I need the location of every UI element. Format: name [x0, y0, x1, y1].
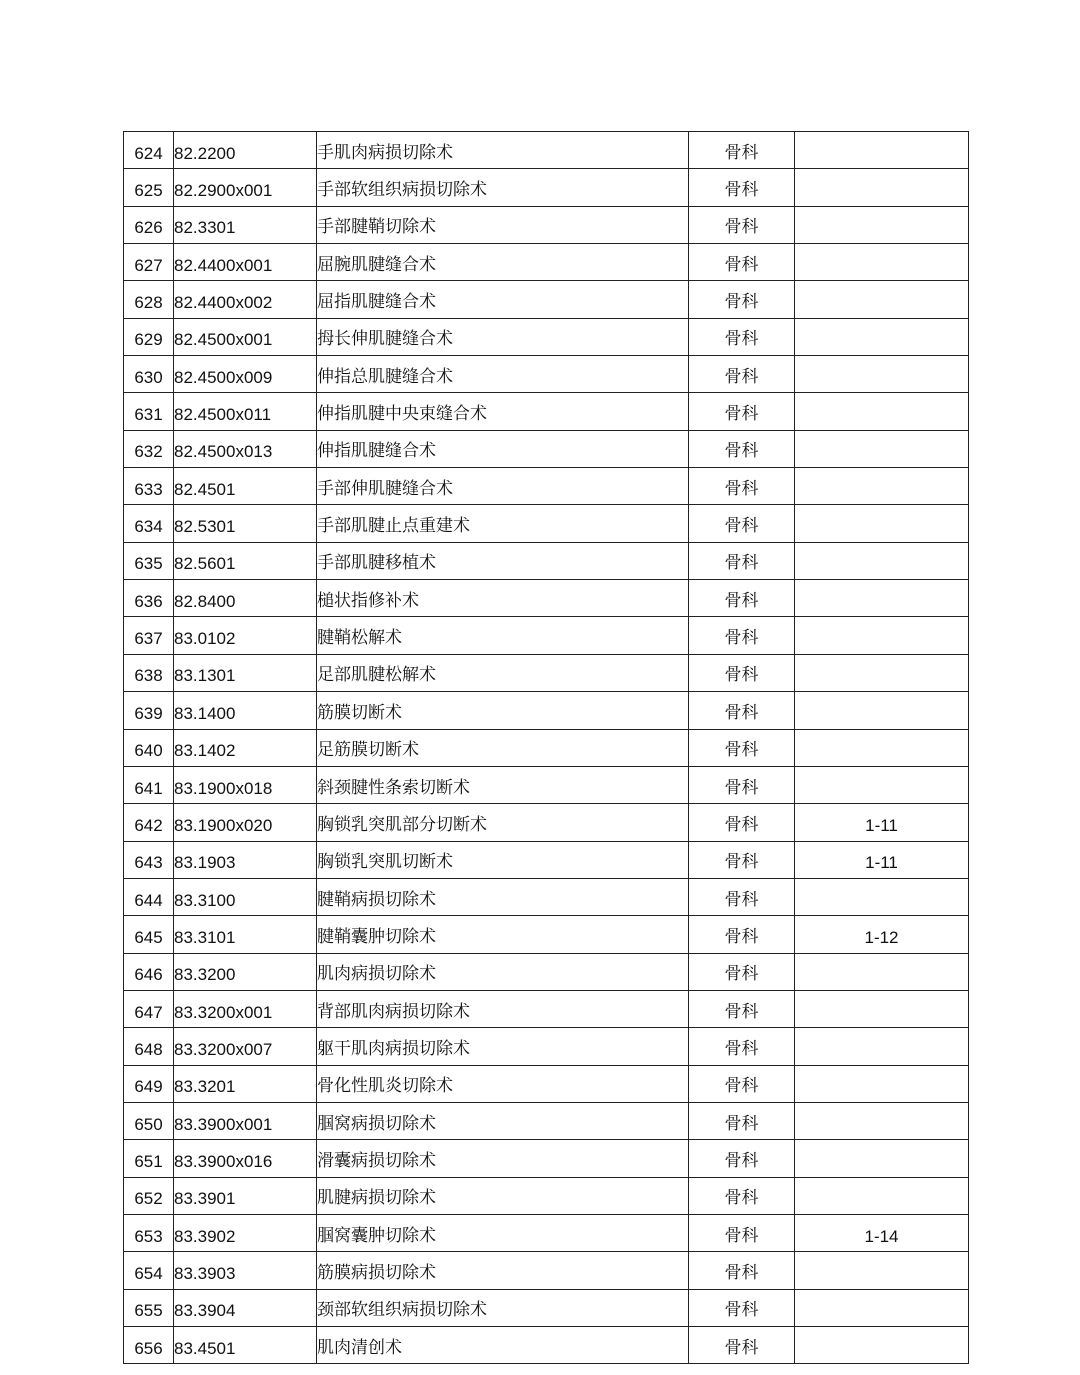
table-row — [124, 953, 969, 990]
procedure-table-body — [124, 132, 969, 1364]
note-cell — [795, 393, 969, 430]
note-cell — [795, 1327, 969, 1364]
table-row — [124, 132, 969, 169]
procedure-name-cell: 足筋膜切断术 — [317, 729, 689, 766]
row-number-cell: 633 — [124, 468, 174, 505]
row-number-cell: 652 — [124, 1177, 174, 1214]
row-number-cell: 624 — [124, 132, 174, 169]
procedure-code-cell: 83.0102 — [174, 617, 317, 654]
procedure-name-cell: 拇长伸肌腱缝合术 — [317, 318, 689, 355]
table-row — [124, 841, 969, 878]
department-cell: 骨科 — [689, 468, 795, 505]
department-cell: 骨科 — [689, 1252, 795, 1289]
note-cell — [795, 1028, 969, 1065]
note-cell — [795, 990, 969, 1027]
table-row — [124, 878, 969, 915]
procedure-name-cell: 手部伸肌腱缝合术 — [317, 468, 689, 505]
table-row — [124, 804, 969, 841]
row-number-cell: 642 — [124, 804, 174, 841]
row-number-cell: 640 — [124, 729, 174, 766]
row-number-cell: 646 — [124, 953, 174, 990]
table-row — [124, 281, 969, 318]
table-row — [124, 1177, 969, 1214]
procedure-name-cell: 胸锁乳突肌部分切断术 — [317, 804, 689, 841]
procedure-code-cell: 83.3200x001 — [174, 990, 317, 1027]
row-number-cell: 639 — [124, 692, 174, 729]
department-cell: 骨科 — [689, 729, 795, 766]
note-cell — [795, 206, 969, 243]
row-number-cell: 626 — [124, 206, 174, 243]
department-cell: 骨科 — [689, 1177, 795, 1214]
department-cell: 骨科 — [689, 393, 795, 430]
row-number-cell: 651 — [124, 1140, 174, 1177]
procedure-code-cell: 82.4501 — [174, 468, 317, 505]
table-row — [124, 244, 969, 281]
note-cell — [795, 729, 969, 766]
department-cell: 骨科 — [689, 766, 795, 803]
procedure-name-cell: 手部软组织病损切除术 — [317, 169, 689, 206]
row-number-cell: 649 — [124, 1065, 174, 1102]
row-number-cell: 625 — [124, 169, 174, 206]
department-cell: 骨科 — [689, 1289, 795, 1326]
procedure-code-cell: 82.4400x001 — [174, 244, 317, 281]
note-cell — [795, 1065, 969, 1102]
department-cell: 骨科 — [689, 878, 795, 915]
procedure-code-cell: 82.5301 — [174, 505, 317, 542]
row-number-cell: 647 — [124, 990, 174, 1027]
row-number-cell: 632 — [124, 430, 174, 467]
note-cell — [795, 505, 969, 542]
note-cell — [795, 1102, 969, 1139]
procedure-code-cell: 82.8400 — [174, 580, 317, 617]
note-cell — [795, 430, 969, 467]
department-cell: 骨科 — [689, 990, 795, 1027]
procedure-code-cell: 83.3901 — [174, 1177, 317, 1214]
row-number-cell: 641 — [124, 766, 174, 803]
table-row — [124, 356, 969, 393]
procedure-name-cell: 槌状指修补术 — [317, 580, 689, 617]
procedure-name-cell: 腱鞘病损切除术 — [317, 878, 689, 915]
table-row — [124, 580, 969, 617]
row-number-cell: 637 — [124, 617, 174, 654]
procedure-code-cell: 83.1900x018 — [174, 766, 317, 803]
procedure-name-cell: 腘窝囊肿切除术 — [317, 1214, 689, 1251]
department-cell: 骨科 — [689, 841, 795, 878]
procedure-code-cell: 83.3904 — [174, 1289, 317, 1326]
department-cell: 骨科 — [689, 281, 795, 318]
procedure-name-cell: 肌肉病损切除术 — [317, 953, 689, 990]
procedure-code-cell: 82.2900x001 — [174, 169, 317, 206]
note-cell — [795, 1289, 969, 1326]
procedure-name-cell: 伸指肌腱缝合术 — [317, 430, 689, 467]
procedure-code-cell: 82.5601 — [174, 542, 317, 579]
table-row — [124, 1327, 969, 1364]
procedure-name-cell: 胸锁乳突肌切断术 — [317, 841, 689, 878]
table-row — [124, 1065, 969, 1102]
procedure-code-cell: 83.4501 — [174, 1327, 317, 1364]
row-number-cell: 643 — [124, 841, 174, 878]
department-cell: 骨科 — [689, 356, 795, 393]
procedure-name-cell: 腘窝病损切除术 — [317, 1102, 689, 1139]
procedure-table — [123, 131, 969, 1364]
department-cell: 骨科 — [689, 1214, 795, 1251]
department-cell: 骨科 — [689, 1028, 795, 1065]
department-cell: 骨科 — [689, 1140, 795, 1177]
procedure-code-cell: 83.1301 — [174, 654, 317, 691]
row-number-cell: 648 — [124, 1028, 174, 1065]
table-row — [124, 206, 969, 243]
table-row — [124, 729, 969, 766]
row-number-cell: 655 — [124, 1289, 174, 1326]
procedure-name-cell: 伸指肌腱中央束缝合术 — [317, 393, 689, 430]
row-number-cell: 656 — [124, 1327, 174, 1364]
row-number-cell: 627 — [124, 244, 174, 281]
procedure-name-cell: 足部肌腱松解术 — [317, 654, 689, 691]
note-cell: 1-12 — [795, 916, 969, 953]
procedure-name-cell: 手部腱鞘切除术 — [317, 206, 689, 243]
procedure-code-cell: 82.2200 — [174, 132, 317, 169]
note-cell — [795, 766, 969, 803]
row-number-cell: 650 — [124, 1102, 174, 1139]
note-cell — [795, 654, 969, 691]
procedure-name-cell: 筋膜切断术 — [317, 692, 689, 729]
note-cell — [795, 356, 969, 393]
department-cell: 骨科 — [689, 244, 795, 281]
procedure-code-cell: 82.4500x009 — [174, 356, 317, 393]
note-cell — [795, 1252, 969, 1289]
note-cell — [795, 169, 969, 206]
department-cell: 骨科 — [689, 1102, 795, 1139]
department-cell: 骨科 — [689, 580, 795, 617]
note-cell — [795, 244, 969, 281]
table-row — [124, 990, 969, 1027]
table-row — [124, 1140, 969, 1177]
procedure-code-cell: 82.4500x001 — [174, 318, 317, 355]
table-row — [124, 542, 969, 579]
procedure-code-cell: 83.3903 — [174, 1252, 317, 1289]
procedure-name-cell: 屈指肌腱缝合术 — [317, 281, 689, 318]
note-cell — [795, 617, 969, 654]
table-row — [124, 766, 969, 803]
table-row — [124, 430, 969, 467]
procedure-name-cell: 筋膜病损切除术 — [317, 1252, 689, 1289]
department-cell: 骨科 — [689, 132, 795, 169]
department-cell: 骨科 — [689, 1065, 795, 1102]
department-cell: 骨科 — [689, 654, 795, 691]
procedure-code-cell: 82.4500x011 — [174, 393, 317, 430]
procedure-name-cell: 腱鞘囊肿切除术 — [317, 916, 689, 953]
table-row — [124, 1214, 969, 1251]
procedure-code-cell: 83.3900x016 — [174, 1140, 317, 1177]
procedure-name-cell: 躯干肌肉病损切除术 — [317, 1028, 689, 1065]
department-cell: 骨科 — [689, 617, 795, 654]
table-row — [124, 318, 969, 355]
table-row — [124, 654, 969, 691]
procedure-code-cell: 83.3200x007 — [174, 1028, 317, 1065]
table-row — [124, 1252, 969, 1289]
procedure-code-cell: 82.4400x002 — [174, 281, 317, 318]
procedure-code-cell: 82.4500x013 — [174, 430, 317, 467]
department-cell: 骨科 — [689, 916, 795, 953]
procedure-name-cell: 肌腱病损切除术 — [317, 1177, 689, 1214]
procedure-code-cell: 83.3900x001 — [174, 1102, 317, 1139]
procedure-name-cell: 腱鞘松解术 — [317, 617, 689, 654]
procedure-name-cell: 伸指总肌腱缝合术 — [317, 356, 689, 393]
table-row — [124, 169, 969, 206]
note-cell: 1-14 — [795, 1214, 969, 1251]
department-cell: 骨科 — [689, 953, 795, 990]
procedure-name-cell: 滑囊病损切除术 — [317, 1140, 689, 1177]
note-cell — [795, 1177, 969, 1214]
row-number-cell: 629 — [124, 318, 174, 355]
table-row — [124, 916, 969, 953]
row-number-cell: 644 — [124, 878, 174, 915]
procedure-code-cell: 83.1900x020 — [174, 804, 317, 841]
table-row — [124, 692, 969, 729]
procedure-name-cell: 手部肌腱止点重建术 — [317, 505, 689, 542]
department-cell: 骨科 — [689, 692, 795, 729]
procedure-code-cell: 83.1903 — [174, 841, 317, 878]
note-cell — [795, 1140, 969, 1177]
note-cell — [795, 318, 969, 355]
department-cell: 骨科 — [689, 318, 795, 355]
procedure-code-cell: 83.1402 — [174, 729, 317, 766]
procedure-code-cell: 83.3100 — [174, 878, 317, 915]
table-row — [124, 393, 969, 430]
table-row — [124, 1028, 969, 1065]
procedure-code-cell: 83.1400 — [174, 692, 317, 729]
row-number-cell: 636 — [124, 580, 174, 617]
procedure-code-cell: 83.3200 — [174, 953, 317, 990]
row-number-cell: 645 — [124, 916, 174, 953]
procedure-code-cell: 82.3301 — [174, 206, 317, 243]
table-row — [124, 1289, 969, 1326]
note-cell — [795, 953, 969, 990]
department-cell: 骨科 — [689, 430, 795, 467]
table-row — [124, 617, 969, 654]
row-number-cell: 634 — [124, 505, 174, 542]
procedure-code-cell: 83.3201 — [174, 1065, 317, 1102]
table-row — [124, 505, 969, 542]
note-cell: 1-11 — [795, 841, 969, 878]
note-cell — [795, 468, 969, 505]
procedure-name-cell: 颈部软组织病损切除术 — [317, 1289, 689, 1326]
note-cell — [795, 580, 969, 617]
procedure-name-cell: 屈腕肌腱缝合术 — [317, 244, 689, 281]
table-row — [124, 1102, 969, 1139]
procedure-name-cell: 手肌肉病损切除术 — [317, 132, 689, 169]
department-cell: 骨科 — [689, 505, 795, 542]
procedure-name-cell: 骨化性肌炎切除术 — [317, 1065, 689, 1102]
note-cell — [795, 692, 969, 729]
note-cell — [795, 542, 969, 579]
procedure-name-cell: 肌肉清创术 — [317, 1327, 689, 1364]
row-number-cell: 630 — [124, 356, 174, 393]
department-cell: 骨科 — [689, 1327, 795, 1364]
note-cell: 1-11 — [795, 804, 969, 841]
procedure-name-cell: 斜颈腱性条索切断术 — [317, 766, 689, 803]
row-number-cell: 654 — [124, 1252, 174, 1289]
procedure-code-cell: 83.3101 — [174, 916, 317, 953]
table-row — [124, 468, 969, 505]
row-number-cell: 653 — [124, 1214, 174, 1251]
procedure-code-cell: 83.3902 — [174, 1214, 317, 1251]
department-cell: 骨科 — [689, 206, 795, 243]
department-cell: 骨科 — [689, 169, 795, 206]
row-number-cell: 638 — [124, 654, 174, 691]
note-cell — [795, 132, 969, 169]
department-cell: 骨科 — [689, 542, 795, 579]
row-number-cell: 631 — [124, 393, 174, 430]
procedure-name-cell: 背部肌肉病损切除术 — [317, 990, 689, 1027]
row-number-cell: 628 — [124, 281, 174, 318]
note-cell — [795, 878, 969, 915]
note-cell — [795, 281, 969, 318]
procedure-name-cell: 手部肌腱移植术 — [317, 542, 689, 579]
department-cell: 骨科 — [689, 804, 795, 841]
row-number-cell: 635 — [124, 542, 174, 579]
